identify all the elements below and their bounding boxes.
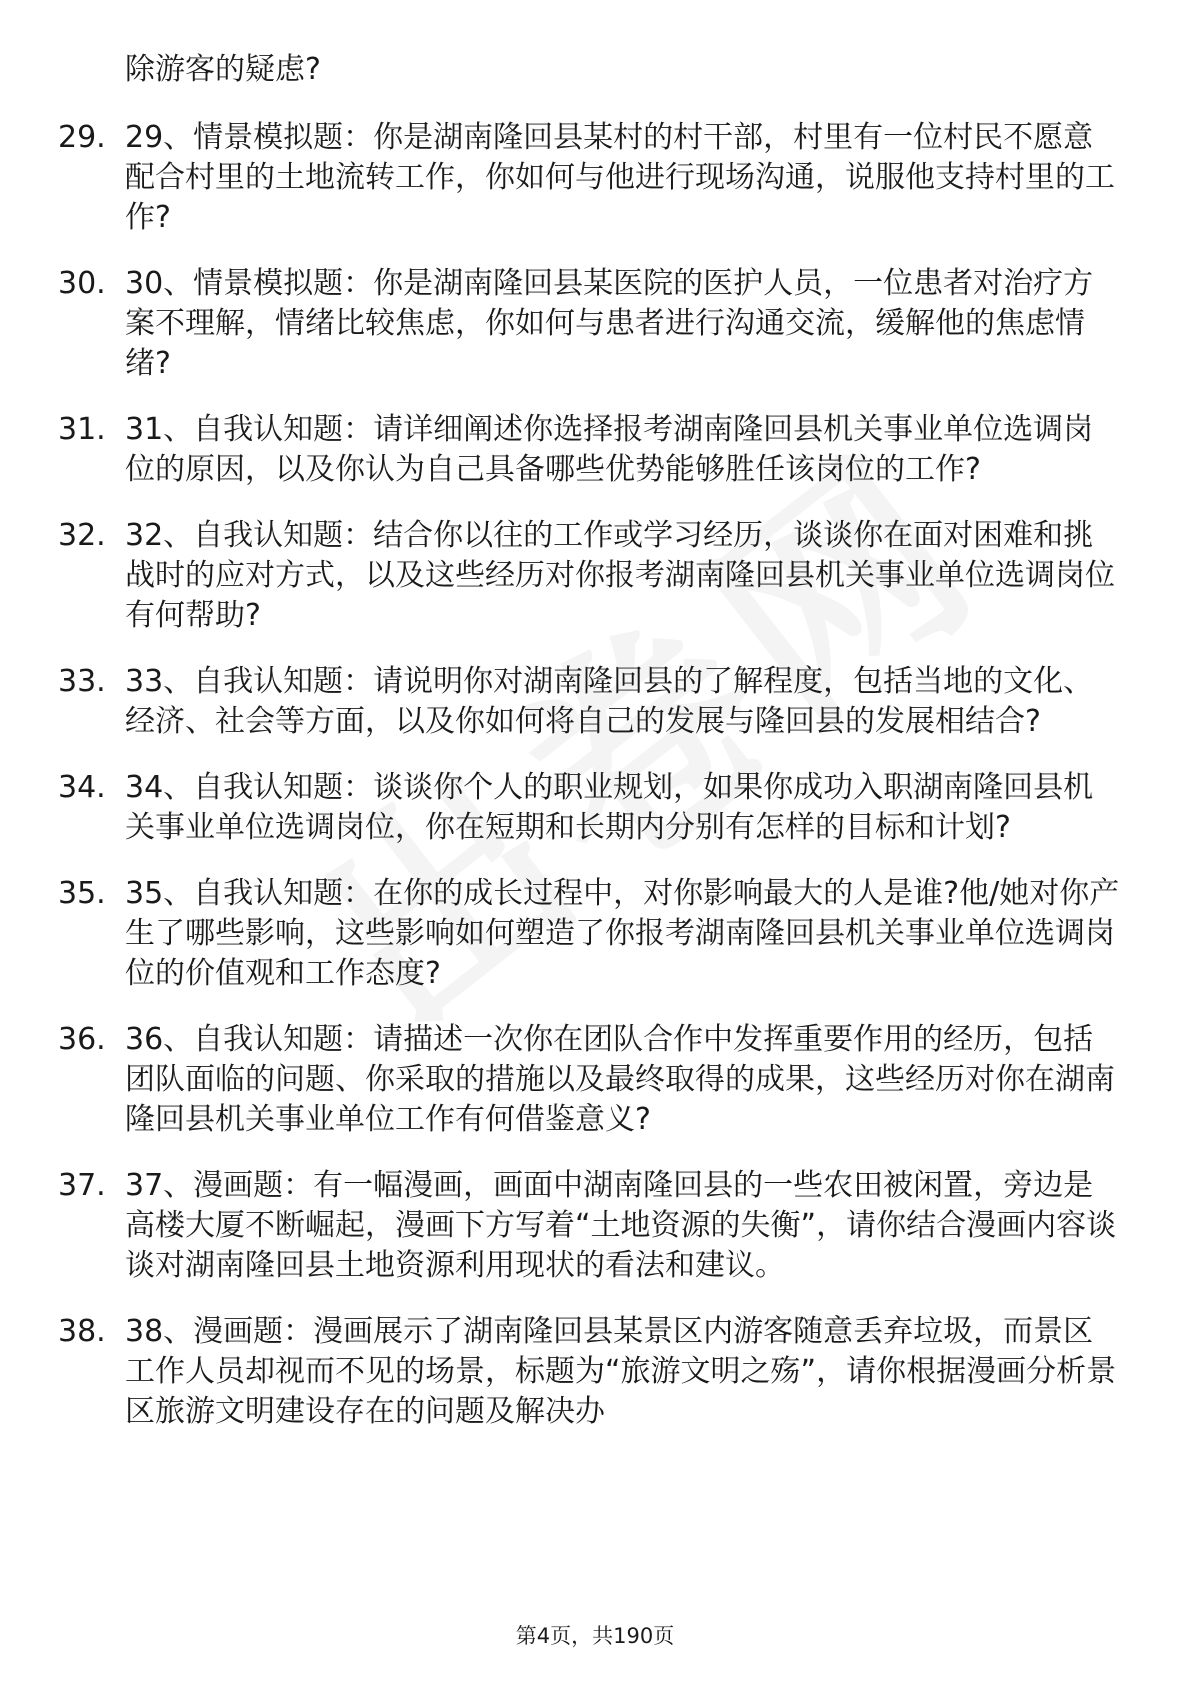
continued-question-text: 除游客的疑虑?: [125, 52, 321, 87]
question-number: 31.: [58, 412, 106, 447]
question-text: 33、自我认知题：请说明你对湖南隆回县的了解程度，包括当地的文化、经济、社会等方面，以及你如何将自己的发展与隆回县的发展相结合?: [125, 664, 1094, 739]
list-item: [58, 118, 1120, 238]
list-item: [58, 768, 1120, 848]
question-number: 38.: [58, 1314, 106, 1349]
question-text: 37、漫画题：有一幅漫画，画面中湖南隆回县的一些农田被闲置，旁边是高楼大厦不断崛起，漫画下方写着“土地资源的失衡”，请你结合漫画内容谈谈对湖南隆回县土地资源利用现状的看法和建议。: [125, 1168, 1117, 1283]
list-item: [58, 662, 1120, 742]
question-text: 31、自我认知题：请详细阐述你选择报考湖南隆回县机关事业单位选调岗位的原因，以及你认为自己具备哪些优势能够胜任该岗位的工作?: [125, 412, 1094, 487]
question-text: 29、情景模拟题：你是湖南隆回县某村的村干部，村里有一位村民不愿意配合村里的土地流转工作，你如何与他进行现场沟通，说服他支持村里的工作?: [125, 120, 1115, 235]
question-number: 30.: [58, 266, 106, 301]
list-item: [58, 1312, 1120, 1432]
list-item: [58, 264, 1120, 384]
list-item: [58, 874, 1120, 994]
question-number: 32.: [58, 518, 106, 553]
question-text: 36、自我认知题：请描述一次你在团队合作中发挥重要作用的经历，包括团队面临的问题、你采取的措施以及最终取得的成果，这些经历对你在湖南隆回县机关事业单位工作有何借鉴意义?: [125, 1022, 1115, 1137]
question-number: 29.: [58, 120, 106, 155]
question-number: 37.: [58, 1168, 106, 1203]
question-text: 32、自我认知题：结合你以往的工作或学习经历，谈谈你在面对困难和挑战时的应对方式，以及这些经历对你报考湖南隆回县机关事业单位选调岗位有何帮助?: [125, 518, 1115, 633]
question-text: 30、情景模拟题：你是湖南隆回县某医院的医护人员，一位患者对治疗方案不理解，情绪比较焦虑，你如何与患者进行沟通交流，缓解他的焦虑情绪?: [125, 266, 1094, 381]
question-text: 38、漫画题：漫画展示了湖南隆回县某景区内游客随意丢弃垃圾，而景区工作人员却视而不见的场景，标题为“旅游文明之殇”，请你根据漫画分析景区旅游文明建设存在的问题及解决办: [125, 1314, 1117, 1429]
question-number: 35.: [58, 876, 106, 911]
question-text: 35、自我认知题：在你的成长过程中，对你影响最大的人是谁?他/她对你产生了哪些影响，这些影响如何塑造了你报考湖南隆回县机关事业单位选调岗位的价值观和工作态度?: [125, 876, 1120, 991]
question-number: 33.: [58, 664, 106, 699]
list-item: [58, 516, 1120, 636]
page-number-footer: 第4页，共190页: [515, 1624, 675, 1648]
question-number: 36.: [58, 1022, 106, 1057]
question-text: 34、自我认知题：谈谈你个人的职业规划，如果你成功入职湖南隆回县机关事业单位选调岗位，你在短期和长期内分别有怎样的目标和计划?: [125, 770, 1094, 845]
list-item: [58, 1166, 1120, 1286]
question-list: [58, 118, 1120, 1458]
list-item: [58, 410, 1120, 490]
list-item: [58, 1020, 1120, 1140]
question-number: 34.: [58, 770, 106, 805]
